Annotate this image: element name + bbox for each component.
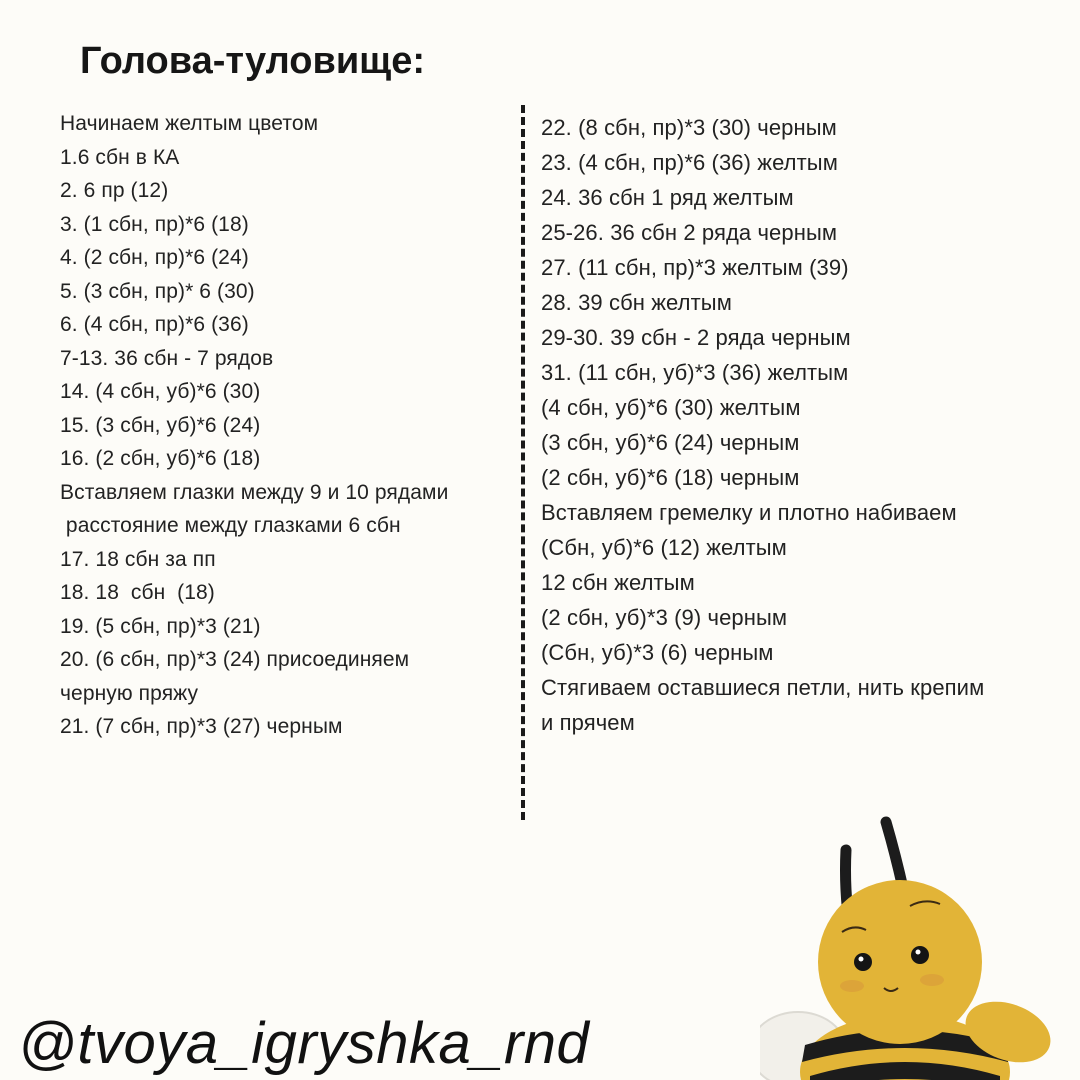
instruction-line: 22. (8 сбн, пр)*3 (30) черным <box>541 115 837 140</box>
column-divider <box>521 105 525 820</box>
instruction-line: 29-30. 39 сбн - 2 ряда черным <box>541 325 851 350</box>
instruction-line: 6. (4 сбн, пр)*6 (36) <box>60 313 249 336</box>
instruction-line: 1.6 сбн в КА <box>60 145 180 169</box>
bee-eye <box>854 953 872 971</box>
bee-eye-highlight <box>859 957 864 962</box>
instruction-line: (Сбн, уб)*3 (6) черным <box>541 640 774 665</box>
instruction-line: черную пряжу <box>60 681 199 705</box>
instruction-line: расстояние между глазками 6 сбн <box>60 514 401 537</box>
instruction-line: 28. 39 сбн желтым <box>541 290 732 315</box>
instruction-line: 18. 18 сбн (18) <box>60 581 215 604</box>
instruction-line: 15. (3 сбн, уб)*6 (24) <box>60 413 261 437</box>
page-title: Голова-туловище: <box>80 40 426 82</box>
instruction-line: 2. 6 пр (12) <box>60 179 169 202</box>
instruction-line: 12 сбн желтым <box>541 570 695 595</box>
instruction-line: 4. (2 сбн, пр)*6 (24) <box>60 246 249 269</box>
instruction-line: (Сбн, уб)*6 (12) желтым <box>541 535 787 560</box>
instruction-line: 23. (4 сбн, пр)*6 (36) желтым <box>541 150 838 175</box>
instruction-line: (2 сбн, уб)*3 (9) черным <box>541 605 788 630</box>
instruction-line: 7-13. 36 сбн - 7 рядов <box>60 346 274 370</box>
instruction-line: 14. (4 сбн, уб)*6 (30) <box>60 380 261 403</box>
instruction-line: (4 сбн, уб)*6 (30) желтым <box>541 395 801 420</box>
instruction-line: (2 сбн, уб)*6 (18) черным <box>541 465 800 490</box>
instruction-line: 25-26. 36 сбн 2 ряда черным <box>541 220 838 245</box>
instruction-line: 19. (5 сбн, пр)*3 (21) <box>60 614 261 638</box>
instruction-line: 21. (7 сбн, пр)*3 (27) черным <box>60 715 343 738</box>
instruction-line: Вставляем гремелку и плотно набиваем <box>541 500 957 525</box>
instructions-left-column <box>60 107 510 744</box>
instruction-line: 16. (2 сбн, уб)*6 (18) <box>60 447 261 470</box>
bee-cheek <box>920 974 944 986</box>
instruction-line: 17. 18 сбн за пп <box>60 547 216 571</box>
instruction-line: 5. (3 сбн, пр)* 6 (30) <box>60 279 255 303</box>
instructions-right-column <box>541 110 1061 740</box>
instruction-line: 20. (6 сбн, пр)*3 (24) присоединяем <box>60 648 410 671</box>
instruction-line: (3 сбн, уб)*6 (24) черным <box>541 430 800 455</box>
instruction-line: и прячем <box>541 710 635 735</box>
instruction-line: Вставляем глазки между 9 и 10 рядами <box>60 480 449 504</box>
bee-eye <box>911 946 929 964</box>
instruction-line: 31. (11 сбн, уб)*3 (36) желтым <box>541 360 849 385</box>
instruction-line: 3. (1 сбн, пр)*6 (18) <box>60 212 249 236</box>
author-handle: @tvoya_igryshka_rnd <box>18 1011 590 1076</box>
instruction-line: 27. (11 сбн, пр)*3 желтым (39) <box>541 255 849 280</box>
instruction-line: 24. 36 сбн 1 ряд желтым <box>541 185 794 210</box>
bee-cheek <box>840 980 864 992</box>
instruction-line: Стягиваем оставшиеся петли, нить крепим <box>541 675 985 700</box>
crochet-bee-photo <box>760 810 1080 1080</box>
bee-eye-highlight <box>916 950 921 955</box>
bee-head <box>818 880 982 1044</box>
instruction-line: Начинаем желтым цветом <box>60 112 319 135</box>
